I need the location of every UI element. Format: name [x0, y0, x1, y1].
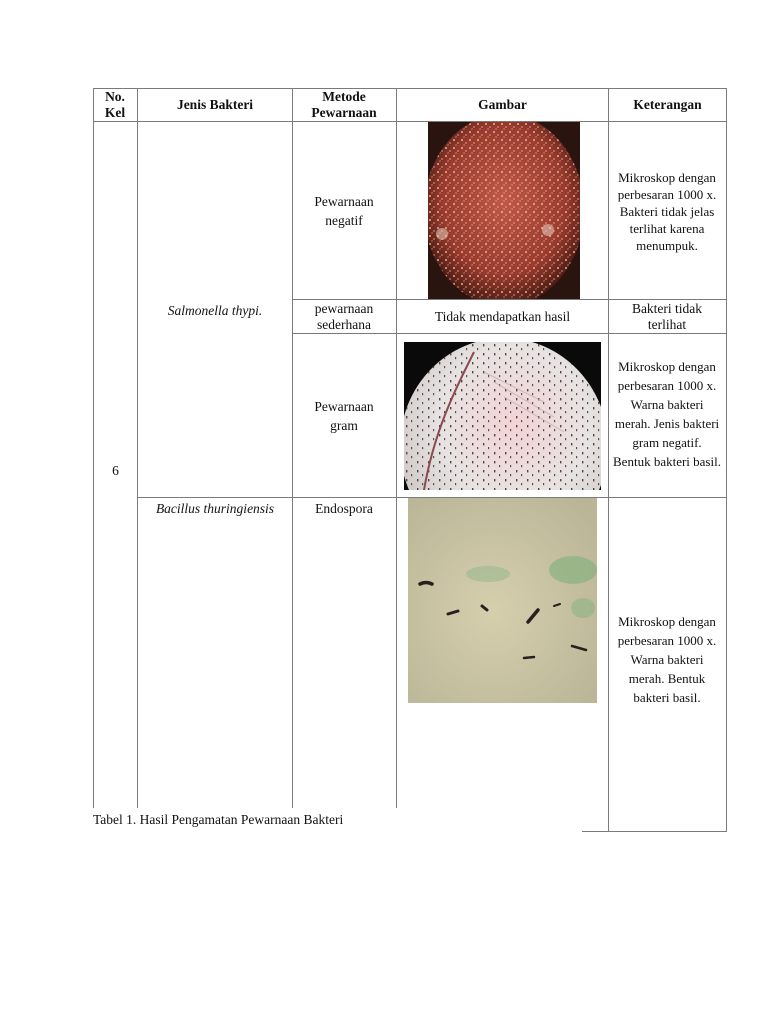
header-jenis-bakteri: Jenis Bakteri: [176, 97, 254, 112]
bacteria-name-bacillus: Bacillus thuringiensis: [155, 500, 275, 516]
header-gambar: Gambar: [478, 97, 527, 112]
gambar-no-result-text: Tidak mendapatkan hasil: [434, 309, 571, 324]
header-keterangan: Keterangan: [633, 97, 702, 112]
col-border-1: [137, 88, 138, 808]
col-border-5: [726, 88, 727, 831]
method-pewarnaan-negatif: Pewarnaan negatif: [314, 194, 374, 228]
header-no-kel: No. Kel: [104, 89, 126, 120]
microscope-endospore-stain-image: [408, 498, 597, 703]
microscope-negative-stain-image: [428, 122, 580, 299]
col-border-0: [93, 88, 94, 808]
bacteria-name-salmonella: Salmonella thypi.: [167, 302, 263, 318]
method-pewarnaan-sederhana: pewarnaan sederhana: [314, 300, 374, 332]
microscope-gram-stain-image: [404, 342, 601, 490]
col-border-2: [292, 88, 293, 808]
table-bottom-border-right: [582, 831, 727, 832]
method-pewarnaan-gram: Pewarnaan gram: [314, 399, 374, 433]
col-border-4: [608, 88, 609, 831]
keterangan-row-2: Bakteri tidak terlihat: [631, 300, 703, 332]
header-bottom-border: [93, 121, 727, 122]
group-number: 6: [112, 462, 119, 478]
col-border-3: [396, 88, 397, 808]
keterangan-row-3: Mikroskop dengan perbesaran 1000 x. Warna bakteri merah. Jenis bakteri gram negatif. Bentuk bakteri basil.: [613, 359, 721, 469]
table-caption: Tabel 1. Hasil Pengamatan Pewarnaan Bakteri: [93, 812, 344, 827]
method-endospora: Endospora: [315, 500, 373, 516]
keterangan-row-1: Mikroskop dengan perbesaran 1000 x. Bakteri tidak jelas terlihat karena menumpuk.: [617, 169, 717, 253]
keterangan-row-4: Mikroskop dengan perbesaran 1000 x. Warna bakteri merah. Bentuk bakteri basil.: [617, 613, 717, 705]
header-metode-pewarnaan: Metode Pewarnaan: [311, 89, 377, 120]
